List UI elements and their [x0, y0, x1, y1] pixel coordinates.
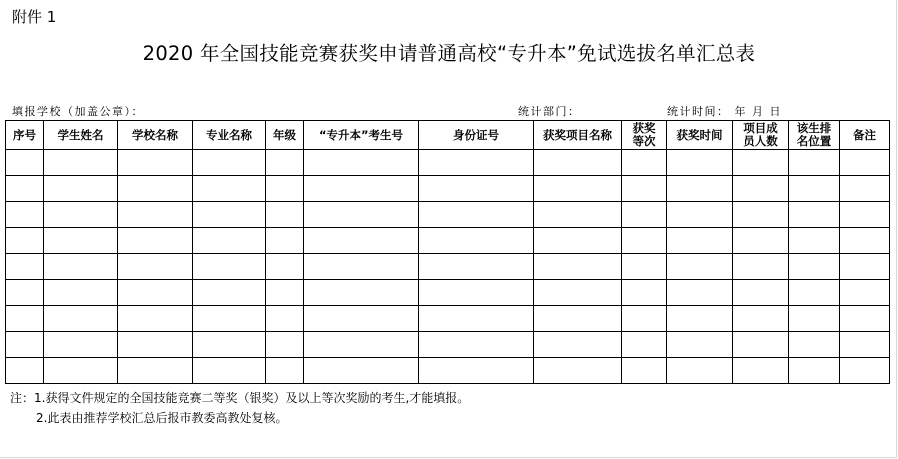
table-cell[interactable]	[304, 228, 419, 254]
table-row	[6, 254, 890, 280]
table-cell[interactable]	[419, 358, 534, 384]
column-header-seq: 序号	[6, 121, 44, 150]
table-cell[interactable]	[789, 358, 840, 384]
table-row	[6, 150, 890, 176]
table-row	[6, 306, 890, 332]
table-cell[interactable]	[118, 228, 193, 254]
table-cell[interactable]	[840, 358, 890, 384]
table-cell[interactable]	[118, 254, 193, 280]
table-cell[interactable]	[789, 176, 840, 202]
table-cell[interactable]	[44, 150, 118, 176]
table-cell[interactable]	[840, 228, 890, 254]
table-cell[interactable]	[266, 280, 304, 306]
table-row	[6, 358, 890, 384]
table-cell[interactable]	[733, 358, 789, 384]
table-cell[interactable]	[622, 332, 667, 358]
table-cell[interactable]	[193, 228, 266, 254]
table-cell[interactable]	[789, 280, 840, 306]
table-cell[interactable]	[419, 332, 534, 358]
table-cell[interactable]	[733, 228, 789, 254]
table-cell[interactable]	[419, 150, 534, 176]
table-cell[interactable]	[667, 176, 733, 202]
column-header-exam-number: “专升本”考生号	[304, 121, 419, 150]
note-line-1: 注：1.获得文件规定的全国技能竞赛二等奖（银奖）及以上等次奖励的考生,才能填报。	[10, 391, 470, 405]
attachment-label: 附件 1	[12, 8, 57, 26]
table-cell[interactable]	[733, 202, 789, 228]
table-cell[interactable]	[6, 254, 44, 280]
table-cell[interactable]	[266, 150, 304, 176]
column-header-remarks: 备注	[840, 121, 890, 150]
table-cell[interactable]	[193, 306, 266, 332]
table-cell[interactable]	[733, 280, 789, 306]
table-cell[interactable]	[44, 280, 118, 306]
notes	[10, 388, 469, 428]
table-cell[interactable]	[193, 280, 266, 306]
table-row	[6, 280, 890, 306]
table-cell[interactable]	[304, 150, 419, 176]
table-cell[interactable]	[622, 306, 667, 332]
table-cell[interactable]	[667, 254, 733, 280]
table-cell[interactable]	[840, 202, 890, 228]
table-cell[interactable]	[789, 202, 840, 228]
table-cell[interactable]	[44, 228, 118, 254]
table-cell[interactable]	[789, 254, 840, 280]
table-cell[interactable]	[6, 306, 44, 332]
table-cell[interactable]	[6, 332, 44, 358]
column-header-student-name: 学生姓名	[44, 121, 118, 150]
column-header-award-level: 获奖 等次	[622, 121, 667, 150]
table-cell[interactable]	[118, 358, 193, 384]
table-cell[interactable]	[118, 306, 193, 332]
table-cell[interactable]	[534, 176, 622, 202]
table-cell[interactable]	[6, 358, 44, 384]
table-row	[6, 332, 890, 358]
table-cell[interactable]	[419, 280, 534, 306]
table-cell[interactable]	[622, 150, 667, 176]
table-cell[interactable]	[789, 228, 840, 254]
table-cell[interactable]	[667, 202, 733, 228]
table-cell[interactable]	[840, 332, 890, 358]
column-header-award-time: 获奖时间	[667, 121, 733, 150]
table-cell[interactable]	[304, 202, 419, 228]
time-field-label: 统计时间： 年 月 日	[667, 105, 782, 118]
table-cell[interactable]	[193, 150, 266, 176]
table-row	[6, 176, 890, 202]
table-cell[interactable]	[667, 150, 733, 176]
document-title: 2020 年全国技能竞赛获奖申请普通高校“专升本”免试选拔名单汇总表	[142, 42, 756, 65]
table-cell[interactable]	[44, 202, 118, 228]
table-cell[interactable]	[622, 202, 667, 228]
table-cell[interactable]	[534, 202, 622, 228]
column-header-student-rank: 该生排 名位置	[789, 121, 840, 150]
table-cell[interactable]	[419, 228, 534, 254]
table-cell[interactable]	[667, 228, 733, 254]
table-cell[interactable]	[667, 280, 733, 306]
table-body	[6, 150, 890, 384]
table-cell[interactable]	[622, 280, 667, 306]
table-cell[interactable]	[534, 332, 622, 358]
table-cell[interactable]	[667, 332, 733, 358]
table-cell[interactable]	[266, 332, 304, 358]
table-cell[interactable]	[622, 228, 667, 254]
table-cell[interactable]	[266, 254, 304, 280]
table-cell[interactable]	[304, 280, 419, 306]
column-header-award-project: 获奖项目名称	[534, 121, 622, 150]
table-cell[interactable]	[733, 332, 789, 358]
table-cell[interactable]	[304, 358, 419, 384]
table-cell[interactable]	[118, 150, 193, 176]
table-cell[interactable]	[840, 150, 890, 176]
table-cell[interactable]	[733, 254, 789, 280]
table-cell[interactable]	[266, 358, 304, 384]
table-cell[interactable]	[840, 280, 890, 306]
table-cell[interactable]	[193, 332, 266, 358]
table-cell[interactable]	[419, 254, 534, 280]
table-cell[interactable]	[6, 202, 44, 228]
table-cell[interactable]	[304, 306, 419, 332]
column-header-grade: 年级	[266, 121, 304, 150]
table-cell[interactable]	[118, 176, 193, 202]
table-cell[interactable]	[534, 280, 622, 306]
table-cell[interactable]	[193, 358, 266, 384]
column-header-id-number: 身份证号	[419, 121, 534, 150]
table-cell[interactable]	[44, 306, 118, 332]
table-cell[interactable]	[622, 254, 667, 280]
table-header-row	[6, 121, 890, 150]
table-cell[interactable]	[118, 280, 193, 306]
table-cell[interactable]	[840, 306, 890, 332]
table-cell[interactable]	[266, 306, 304, 332]
table-cell[interactable]	[733, 306, 789, 332]
table-row	[6, 202, 890, 228]
table-cell[interactable]	[622, 358, 667, 384]
table-cell[interactable]	[44, 358, 118, 384]
table-cell[interactable]	[419, 176, 534, 202]
table-cell[interactable]	[266, 176, 304, 202]
table-cell[interactable]	[534, 358, 622, 384]
table-cell[interactable]	[733, 176, 789, 202]
table-cell[interactable]	[667, 306, 733, 332]
table-cell[interactable]	[840, 176, 890, 202]
table-cell[interactable]	[44, 254, 118, 280]
table-row	[6, 228, 890, 254]
column-header-team-size: 项目成 员人数	[733, 121, 789, 150]
table-cell[interactable]	[789, 332, 840, 358]
note-line-2: 2.此表由推荐学校汇总后报市教委高教处复核。	[36, 411, 288, 425]
table-cell[interactable]	[622, 176, 667, 202]
table-cell[interactable]	[419, 306, 534, 332]
table-cell[interactable]	[6, 228, 44, 254]
column-header-major: 专业名称	[193, 121, 266, 150]
table-cell[interactable]	[733, 150, 789, 176]
table-cell[interactable]	[118, 332, 193, 358]
table-cell[interactable]	[44, 332, 118, 358]
table-cell[interactable]	[304, 176, 419, 202]
table-cell[interactable]	[419, 202, 534, 228]
table-cell[interactable]	[667, 358, 733, 384]
school-field-label: 填报学校（加盖公章）：	[12, 105, 144, 118]
table-cell[interactable]	[789, 306, 840, 332]
table-cell[interactable]	[44, 176, 118, 202]
table-cell[interactable]	[6, 176, 44, 202]
table-cell[interactable]	[6, 150, 44, 176]
table-cell[interactable]	[193, 176, 266, 202]
column-header-school-name: 学校名称	[118, 121, 193, 150]
table-cell[interactable]	[534, 254, 622, 280]
table-cell[interactable]	[534, 228, 622, 254]
table-cell[interactable]	[6, 280, 44, 306]
table-cell[interactable]	[193, 202, 266, 228]
table-cell[interactable]	[840, 254, 890, 280]
table-cell[interactable]	[304, 332, 419, 358]
summary-table	[5, 120, 890, 384]
table-cell[interactable]	[304, 254, 419, 280]
table-cell[interactable]	[193, 254, 266, 280]
table-cell[interactable]	[789, 150, 840, 176]
table-cell[interactable]	[534, 150, 622, 176]
table-cell[interactable]	[266, 202, 304, 228]
table-cell[interactable]	[266, 228, 304, 254]
department-field-label: 统计部门：	[518, 105, 581, 118]
table-cell[interactable]	[534, 306, 622, 332]
table-cell[interactable]	[118, 202, 193, 228]
